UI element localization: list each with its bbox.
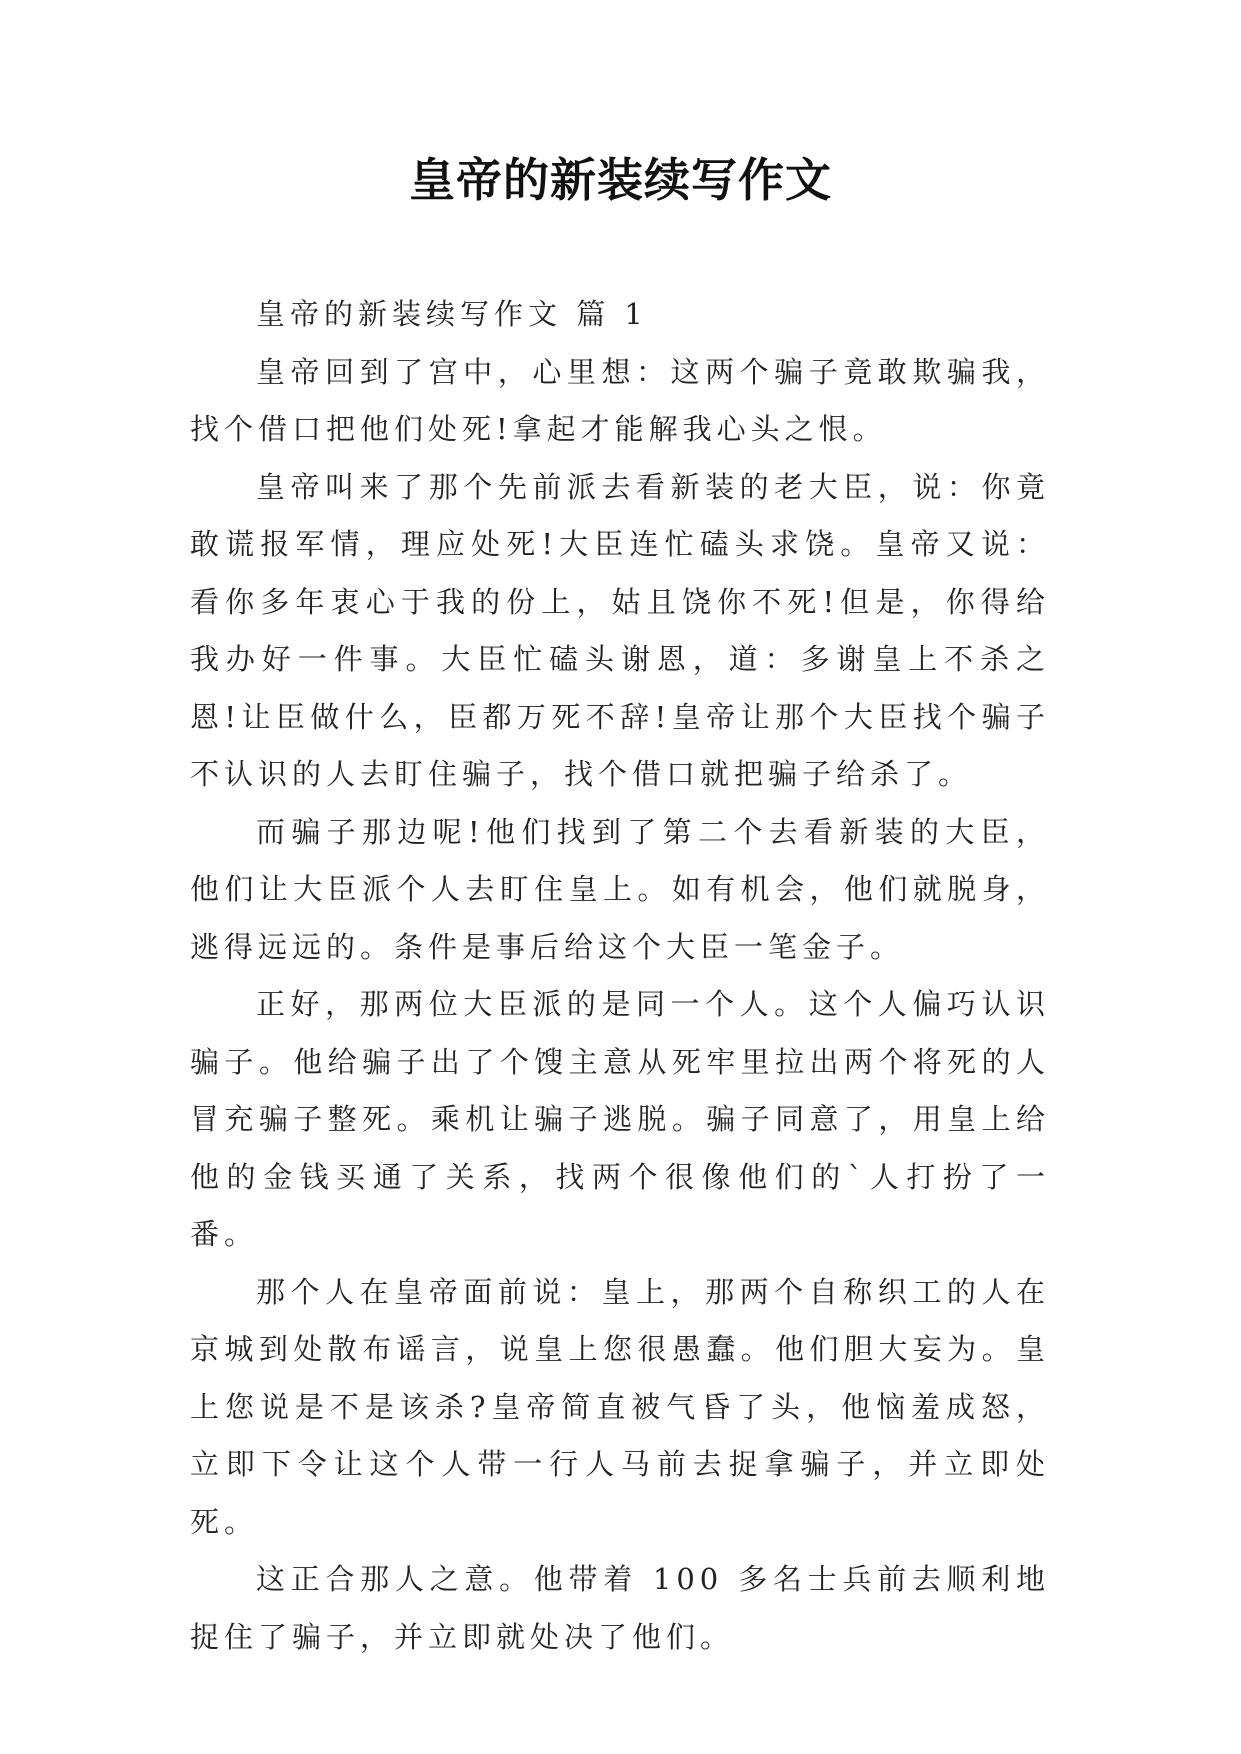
paragraph: 而骗子那边呢!他们找到了第二个去看新装的大臣，他们让大臣派个人去盯住皇上。如有机会，他们就脱身，逃得远远的。条件是事后给这个大臣一笔金子。 — [190, 814, 1050, 964]
document-body — [190, 286, 1050, 1666]
document-title: 皇帝的新装续写作文 — [409, 153, 832, 207]
section-heading: 皇帝的新装续写作文 篇 1 — [256, 297, 648, 331]
paragraph: 那个人在皇帝面前说：皇上，那两个自称织工的人在京城到处散布谣言，说皇上您很愚蠢。他们胆大妄为。皇上您说是不是该杀?皇帝简直被气昏了头，他恼羞成怒，立即下令让这个人带一行人马前去捉拿骗子，并立即处死。 — [190, 1274, 1050, 1539]
paragraph: 正好，那两位大臣派的是同一个人。这个人偏巧认识骗子。他给骗子出了个馊主意从死牢里拉出两个将死的人冒充骗子整死。乘机让骗子逃脱。骗子同意了，用皇上给他的金钱买通了关系，找两个很像他们的`人打扮了一番。 — [190, 987, 1050, 1251]
paragraph: 这正合那人之意。他带着 100 多名士兵前去顺利地捉住了骗子，并立即就处决了他们。 — [190, 1562, 1050, 1654]
paragraph: 皇帝回到了宫中，心里想：这两个骗子竟敢欺骗我，找个借口把他们处死!拿起才能解我心头之恨。 — [190, 354, 1050, 446]
paragraph: 皇帝叫来了那个先前派去看新装的老大臣，说：你竟敢谎报军情，理应处死!大臣连忙磕头求饶。皇帝又说：看你多年衷心于我的份上，姑且饶你不死!但是，你得给我办好一件事。大臣忙磕头谢恩，道：多谢皇上不杀之恩!让臣做什么，臣都万死不辞!皇帝让那个大臣找个骗子不认识的人去盯住骗子，找个借口就把骗子给杀了。 — [190, 469, 1050, 791]
